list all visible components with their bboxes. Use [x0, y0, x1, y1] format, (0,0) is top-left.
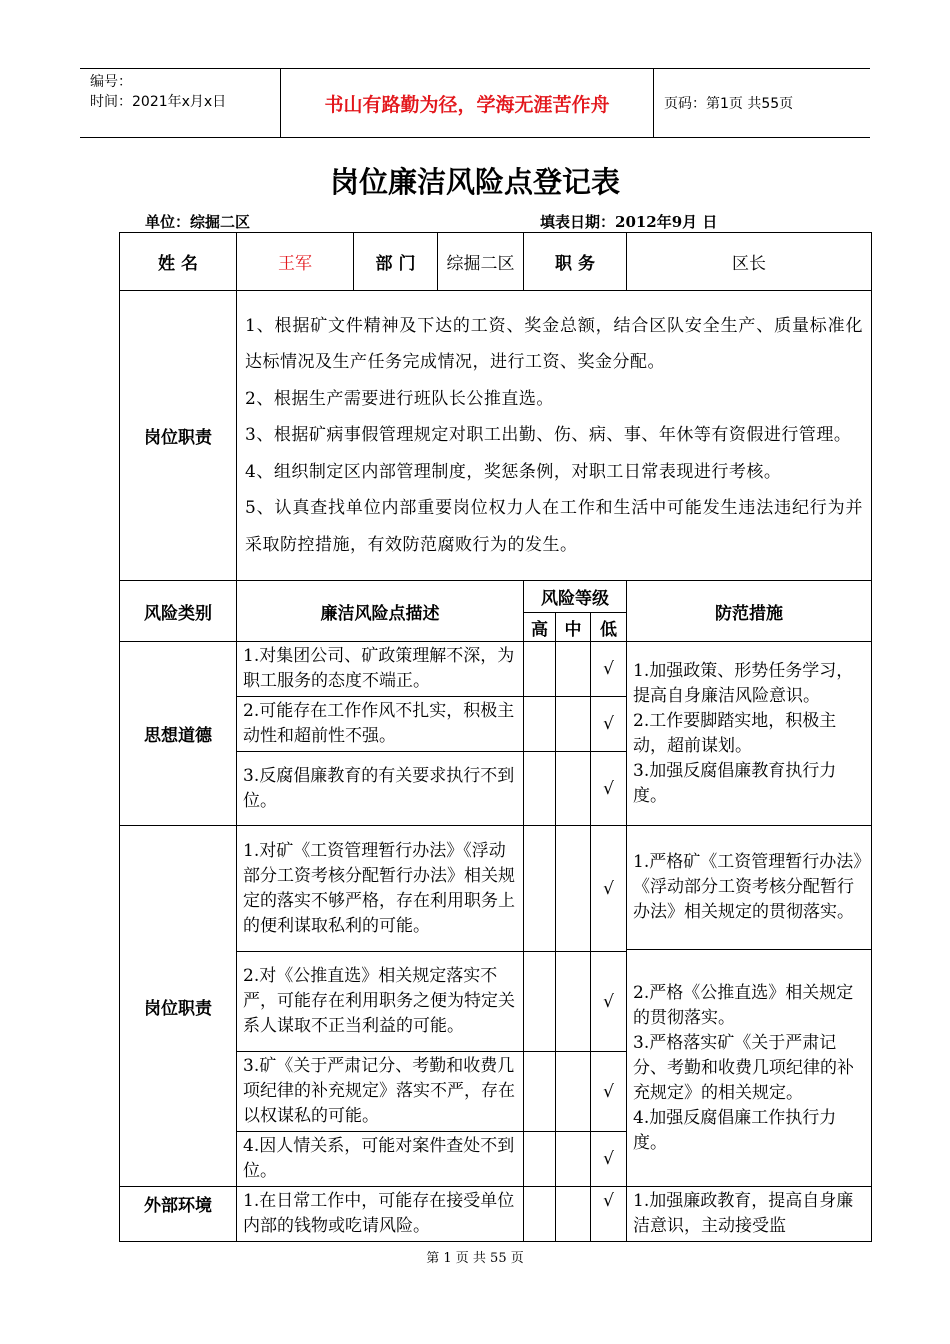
level-high-cell	[524, 642, 556, 697]
name-value: 王军	[237, 233, 354, 291]
level-low-check: √	[591, 697, 627, 752]
header-motto: 书山有路勤为径，学海无涯苦作舟	[280, 69, 654, 137]
level-high-cell	[524, 752, 556, 826]
duties-text	[237, 291, 872, 581]
position-value: 区长	[627, 233, 872, 291]
duties-label: 岗位职责	[120, 291, 237, 581]
level-mid-cell	[556, 697, 591, 752]
duty-item-1: 1、根据矿文件精神及下达的工资、奖金总额，结合区队安全生产、质量标准化达标情况及生产任务完成情况，进行工资、奖金分配。	[245, 316, 863, 373]
level-mid-cell	[556, 642, 591, 697]
level-low-check: √	[591, 1052, 627, 1132]
level-low-check: √	[591, 1187, 627, 1242]
measures-text: 2.严格《公推直选》相关规定的贯彻落实。 3.严格落实矿《关于严肃记分、考勤和收费几项纪律的补充规定》的相关规定。 4.加强反腐倡廉工作执行力度。	[633, 982, 854, 1153]
unit-label: 单位：综掘二区	[145, 213, 251, 231]
level-low-check: √	[591, 642, 627, 697]
number-label: 编号：	[90, 74, 132, 90]
risk-measures	[627, 826, 872, 950]
level-high-cell	[524, 826, 556, 952]
level-mid-cell	[556, 1052, 591, 1132]
risk-measures	[627, 950, 872, 1187]
measures-header: 防范措施	[627, 581, 872, 642]
level-mid-cell	[556, 752, 591, 826]
level-low-check: √	[591, 1132, 627, 1187]
duty-item-2: 2、根据生产需要进行班队长公推直选。	[245, 388, 554, 409]
page-footer: 第 1 页 共 55 页	[426, 1251, 524, 1266]
measures-text: 1.加强廉政教育，提高自身廉洁意识，主动接受监	[633, 1191, 854, 1236]
header-page-info: 页码：第1页 共55页	[664, 96, 794, 112]
level-high-cell	[524, 1187, 556, 1242]
level-mid-cell	[556, 826, 591, 952]
page-header	[80, 68, 870, 138]
risk-row	[120, 826, 872, 950]
risk-description: 1.在日常工作中，可能存在接受单位内部的钱物或吃请风险。	[237, 1187, 524, 1242]
level-high-cell	[524, 1132, 556, 1187]
risk-description: 1.对矿《工资管理暂行办法》《浮动部分工资考核分配暂行办法》相关规定的落实不够严格，存在利用职务上的便利谋取私利的可能。	[237, 826, 524, 952]
risk-description: 2.对《公推直选》相关规定落实不严，可能存在利用职务之便为特定关系人谋取不正当利益的可能。	[237, 952, 524, 1052]
level-mid-header: 中	[556, 613, 591, 642]
duty-item-5: 5、认真查找单位内部重要岗位权力人在工作和生活中可能发生违法违纪行为并采取防控措施，有效防范腐败行为的发生。	[245, 498, 863, 555]
info-row	[120, 233, 872, 291]
duties-row	[120, 291, 872, 581]
risk-row	[120, 1187, 872, 1242]
risk-category: 岗位职责	[120, 826, 237, 1187]
dept-value: 综掘二区	[438, 233, 524, 291]
time-label: 时间：2021年x月x日	[90, 94, 227, 110]
duty-item-4: 4、组织制定区内部管理制度，奖惩条例，对职工日常表现进行考核。	[245, 461, 782, 482]
risk-measures	[627, 642, 872, 826]
risk-description: 3.反腐倡廉教育的有关要求执行不到位。	[237, 752, 524, 826]
risk-description: 3.矿《关于严肃记分、考勤和收费几项纪律的补充规定》落实不严，存在以权谋私的可能。	[237, 1052, 524, 1132]
level-low-header: 低	[591, 613, 627, 642]
risk-category-header: 风险类别	[120, 581, 237, 642]
level-mid-cell	[556, 952, 591, 1052]
risk-header-row	[120, 581, 872, 613]
risk-description: 2.可能存在工作作风不扎实，积极主动性和超前性不强。	[237, 697, 524, 752]
level-low-check: √	[591, 752, 627, 826]
risk-registration-table	[119, 232, 872, 1242]
risk-description-header: 廉洁风险点描述	[237, 581, 524, 642]
header-meta	[80, 69, 280, 137]
risk-category: 思想道德	[120, 642, 237, 826]
level-high-cell	[524, 697, 556, 752]
risk-level-header: 风险等级	[524, 581, 627, 613]
duty-item-3: 3、根据矿病事假管理规定对职工出勤、伤、病、事、年休等有资假进行管理。	[245, 425, 852, 446]
dept-label: 部 门	[354, 233, 438, 291]
level-low-check: √	[591, 952, 627, 1052]
fill-date-label: 填表日期：2012年9月 日	[540, 213, 718, 231]
level-mid-cell	[556, 1187, 591, 1242]
risk-description: 4.因人情关系，可能对案件查处不到位。	[237, 1132, 524, 1187]
risk-row	[120, 642, 872, 697]
risk-description: 1.对集团公司、矿政策理解不深，为职工服务的态度不端正。	[237, 642, 524, 697]
level-high-cell	[524, 952, 556, 1052]
level-high-cell	[524, 1052, 556, 1132]
document-title: 岗位廉洁风险点登记表	[329, 165, 620, 199]
level-low-check: √	[591, 826, 627, 952]
measures-text: 1.加强政策、形势任务学习，提高自身廉洁风险意识。 2.工作要脚踏实地，积极主动，超前谋划。 3.加强反腐倡廉教育执行力度。	[633, 660, 854, 806]
risk-measures	[627, 1187, 872, 1242]
measures-text: 1.严格矿《工资管理暂行办法》《浮动部分工资考核分配暂行办法》相关规定的贯彻落实。	[633, 852, 862, 922]
name-label: 姓 名	[120, 233, 237, 291]
position-label: 职 务	[524, 233, 627, 291]
level-high-header: 高	[524, 613, 556, 642]
risk-category: 外部环境	[120, 1187, 237, 1242]
level-mid-cell	[556, 1132, 591, 1187]
